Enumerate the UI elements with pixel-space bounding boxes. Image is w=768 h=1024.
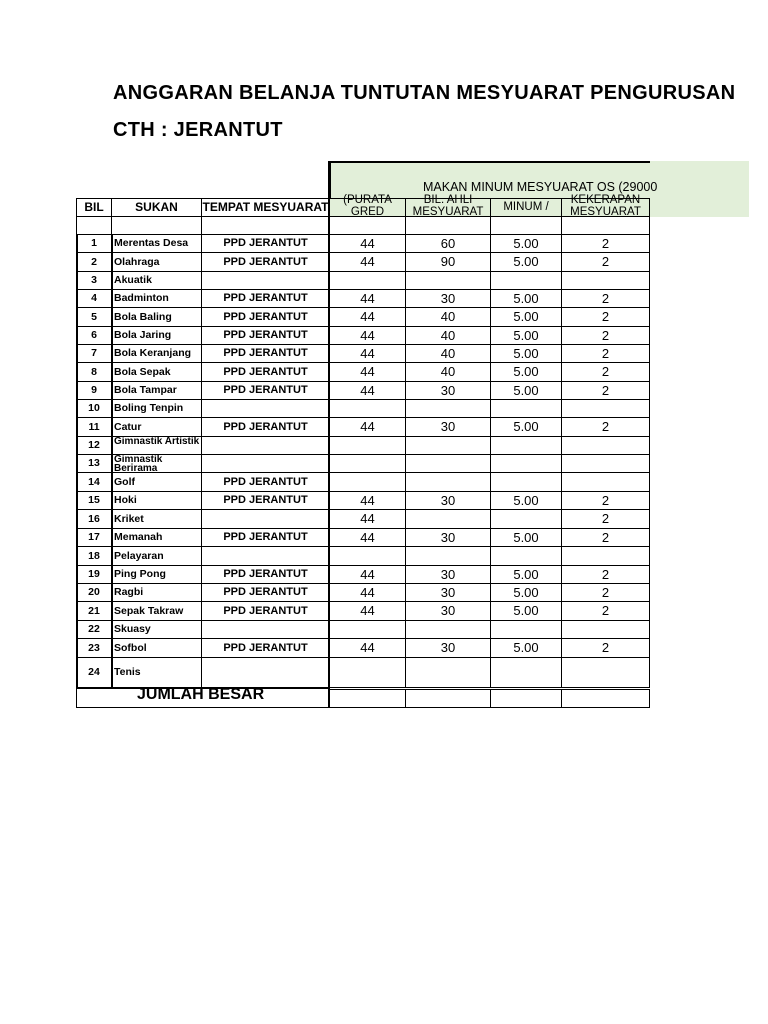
header-tempat: TEMPAT MESYUARAT (201, 198, 330, 217)
cell-kekerapan: 2 (561, 417, 650, 437)
cell-gred: 44 (329, 528, 406, 547)
cell-tempat (201, 657, 330, 688)
cell-tempat (201, 436, 330, 455)
cell-tempat (201, 546, 330, 566)
cell-tempat (201, 271, 330, 290)
cell-tempat (201, 454, 330, 473)
total-cell-ahli (405, 689, 491, 708)
cell-kekerapan: 2 (561, 289, 650, 308)
cell-sukan: Ragbi (111, 583, 202, 602)
cell-bil: 13 (76, 454, 112, 473)
cell-bil: 12 (76, 436, 112, 455)
cell-kadar: 5.00 (490, 583, 562, 602)
cell-gred: 44 (329, 417, 406, 437)
cell-sukan: Sofbol (111, 638, 202, 658)
table-mid-rule (111, 234, 113, 688)
cell-kekerapan: 2 (561, 234, 650, 253)
cell-bil: 6 (76, 326, 112, 345)
cell-tempat: PPD JERANTUT (201, 528, 330, 547)
cell-ahli: 30 (405, 491, 491, 510)
cell-tempat: PPD JERANTUT (201, 252, 330, 272)
cell-ahli: 30 (405, 528, 491, 547)
cell-ahli: 40 (405, 307, 491, 327)
cell-kekerapan (561, 271, 650, 290)
cell-ahli (405, 436, 491, 455)
total-cell-gred (329, 689, 406, 708)
cell-gred (329, 454, 406, 473)
cell-bil: 15 (76, 491, 112, 510)
cell-kadar: 5.00 (490, 528, 562, 547)
cell-sukan: Merentas Desa (111, 234, 202, 253)
cell-kadar (490, 472, 562, 492)
cell-tempat: PPD JERANTUT (201, 344, 330, 363)
cell-kekerapan (561, 399, 650, 418)
spacer-cell (329, 216, 406, 235)
cell-kadar (490, 509, 562, 529)
cell-bil: 16 (76, 509, 112, 529)
cell-bil: 2 (76, 252, 112, 272)
cell-kekerapan: 2 (561, 601, 650, 621)
cell-sukan: Golf (111, 472, 202, 492)
cell-sukan: Bola Baling (111, 307, 202, 327)
cell-tempat (201, 509, 330, 529)
cell-ahli: 90 (405, 252, 491, 272)
cell-sukan: Bola Tampar (111, 381, 202, 400)
cell-gred (329, 546, 406, 566)
cell-tempat: PPD JERANTUT (201, 417, 330, 437)
group-header-label: MAKAN MINUM MESYUARAT OS (29000 (423, 180, 658, 194)
spacer-cell (405, 216, 491, 235)
cell-bil: 10 (76, 399, 112, 418)
total-cell-kadar (490, 689, 562, 708)
cell-sukan: Skuasy (111, 620, 202, 639)
cell-kadar: 5.00 (490, 491, 562, 510)
cell-ahli: 30 (405, 601, 491, 621)
cell-ahli: 40 (405, 326, 491, 345)
cell-kadar: 5.00 (490, 381, 562, 400)
cell-sukan: Pelayaran (111, 546, 202, 566)
spacer-cell (561, 216, 650, 235)
cell-kekerapan: 2 (561, 344, 650, 363)
cell-gred: 44 (329, 381, 406, 400)
total-label: JUMLAH BESAR (137, 686, 265, 703)
header-kekerapan: KEKERAPAN MESYUARAT (570, 194, 641, 218)
cell-bil: 9 (76, 381, 112, 400)
cell-kekerapan: 2 (561, 528, 650, 547)
cell-ahli (405, 657, 491, 688)
cell-kekerapan (561, 657, 650, 688)
cell-kekerapan: 2 (561, 362, 650, 382)
cell-kadar: 5.00 (490, 417, 562, 437)
cell-gred: 44 (329, 583, 406, 602)
cell-gred: 44 (329, 344, 406, 363)
cell-gred: 44 (329, 491, 406, 510)
cell-bil: 1 (76, 234, 112, 253)
cell-ahli: 30 (405, 583, 491, 602)
cell-tempat: PPD JERANTUT (201, 289, 330, 308)
cell-sukan: Bola Keranjang (111, 344, 202, 363)
spacer-cell (201, 216, 330, 235)
cell-sukan: Gimnastik Berirama (111, 454, 202, 473)
cell-ahli: 30 (405, 565, 491, 584)
header-minum: MINUM / (490, 198, 562, 217)
cell-kekerapan: 2 (561, 565, 650, 584)
cell-kadar: 5.00 (490, 234, 562, 253)
cell-tempat: PPD JERANTUT (201, 326, 330, 345)
cell-tempat: PPD JERANTUT (201, 472, 330, 492)
cell-kadar (490, 546, 562, 566)
cell-gred: 44 (329, 362, 406, 382)
cell-kadar: 5.00 (490, 289, 562, 308)
cell-kadar: 5.00 (490, 362, 562, 382)
cell-kadar (490, 620, 562, 639)
cell-ahli: 30 (405, 289, 491, 308)
cell-tempat: PPD JERANTUT (201, 362, 330, 382)
cell-bil: 5 (76, 307, 112, 327)
cell-kadar (490, 454, 562, 473)
cell-sukan: Kriket (111, 509, 202, 529)
cell-tempat: PPD JERANTUT (201, 234, 330, 253)
cell-gred (329, 271, 406, 290)
cell-ahli: 30 (405, 638, 491, 658)
cell-bil: 17 (76, 528, 112, 547)
cell-sukan: Catur (111, 417, 202, 437)
cell-kekerapan: 2 (561, 509, 650, 529)
cell-bil: 21 (76, 601, 112, 621)
cell-gred: 44 (329, 601, 406, 621)
cell-sukan: Gimnastik Artistik (111, 436, 202, 455)
cell-tempat (201, 620, 330, 639)
cell-gred (329, 620, 406, 639)
cell-gred: 44 (329, 252, 406, 272)
table-right-rule (328, 161, 330, 707)
header-kekerapan-cell (561, 194, 650, 218)
cell-bil: 18 (76, 546, 112, 566)
cell-bil: 8 (76, 362, 112, 382)
cell-bil: 20 (76, 583, 112, 602)
cell-kekerapan (561, 546, 650, 566)
cell-sukan: Badminton (111, 289, 202, 308)
cell-kadar: 5.00 (490, 344, 562, 363)
cell-bil: 7 (76, 344, 112, 363)
cell-kadar: 5.00 (490, 601, 562, 621)
header-purata-cell (329, 194, 406, 218)
cell-kadar: 5.00 (490, 307, 562, 327)
cell-gred: 44 (329, 565, 406, 584)
cell-tempat: PPD JERANTUT (201, 307, 330, 327)
cell-tempat: PPD JERANTUT (201, 565, 330, 584)
header-bil: BIL (76, 198, 112, 217)
table-left-rule (76, 234, 78, 688)
cell-kekerapan: 2 (561, 252, 650, 272)
cell-kekerapan (561, 620, 650, 639)
spacer-cell (111, 216, 202, 235)
cell-sukan: Bola Jaring (111, 326, 202, 345)
cell-kekerapan: 2 (561, 326, 650, 345)
header-ahli-cell (405, 194, 491, 218)
cell-sukan: Tenis (111, 657, 202, 688)
cell-bil: 24 (76, 657, 112, 688)
cell-bil: 11 (76, 417, 112, 437)
cell-kadar: 5.00 (490, 638, 562, 658)
cell-bil: 14 (76, 472, 112, 492)
cell-kadar (490, 271, 562, 290)
cell-gred (329, 657, 406, 688)
cell-ahli (405, 546, 491, 566)
spacer-cell (490, 216, 562, 235)
cell-kadar: 5.00 (490, 326, 562, 345)
cell-kadar (490, 399, 562, 418)
cell-tempat (201, 399, 330, 418)
cell-ahli (405, 399, 491, 418)
sheet-title: ANGGARAN BELANJA TUNTUTAN MESYUARAT PENGURUSAN (113, 82, 736, 104)
cell-sukan: Memanah (111, 528, 202, 547)
cell-kekerapan: 2 (561, 583, 650, 602)
cell-kekerapan: 2 (561, 491, 650, 510)
cell-gred: 44 (329, 638, 406, 658)
sheet-subtitle: CTH : JERANTUT (113, 119, 283, 141)
cell-ahli: 30 (405, 381, 491, 400)
cell-kadar (490, 657, 562, 688)
cell-gred (329, 399, 406, 418)
cell-ahli: 40 (405, 362, 491, 382)
cell-ahli (405, 509, 491, 529)
cell-kekerapan: 2 (561, 381, 650, 400)
cell-sukan: Hoki (111, 491, 202, 510)
cell-gred (329, 436, 406, 455)
cell-kadar (490, 436, 562, 455)
cell-kadar: 5.00 (490, 252, 562, 272)
spacer-cell (76, 216, 112, 235)
cell-kekerapan: 2 (561, 638, 650, 658)
cell-sukan: Sepak Takraw (111, 601, 202, 621)
cell-gred: 44 (329, 289, 406, 308)
cell-kekerapan (561, 454, 650, 473)
total-cell-kekerapan (561, 689, 650, 708)
cell-bil: 22 (76, 620, 112, 639)
cell-gred: 44 (329, 307, 406, 327)
cell-tempat: PPD JERANTUT (201, 381, 330, 400)
header-ahli: BIL. AHLI MESYUARAT (412, 194, 484, 218)
cell-sukan: Bola Sepak (111, 362, 202, 382)
cell-ahli (405, 454, 491, 473)
cell-ahli (405, 620, 491, 639)
cell-tempat: PPD JERANTUT (201, 583, 330, 602)
cell-ahli (405, 271, 491, 290)
cell-sukan: Ping Pong (111, 565, 202, 584)
header-purata: (PURATA GRED (343, 194, 392, 218)
cell-bil: 4 (76, 289, 112, 308)
cell-sukan: Boling Tenpin (111, 399, 202, 418)
cell-tempat: PPD JERANTUT (201, 491, 330, 510)
cell-kekerapan: 2 (561, 307, 650, 327)
cell-sukan: Olahraga (111, 252, 202, 272)
cell-gred (329, 472, 406, 492)
header-sukan: SUKAN (111, 198, 202, 217)
cell-bil: 23 (76, 638, 112, 658)
cell-gred: 44 (329, 326, 406, 345)
cell-kadar: 5.00 (490, 565, 562, 584)
cell-ahli (405, 472, 491, 492)
cell-ahli: 60 (405, 234, 491, 253)
cell-gred: 44 (329, 509, 406, 529)
cell-gred: 44 (329, 234, 406, 253)
cell-tempat: PPD JERANTUT (201, 601, 330, 621)
cell-bil: 3 (76, 271, 112, 290)
cell-kekerapan (561, 436, 650, 455)
cell-sukan: Akuatik (111, 271, 202, 290)
cell-kekerapan (561, 472, 650, 492)
cell-ahli: 40 (405, 344, 491, 363)
cell-tempat: PPD JERANTUT (201, 638, 330, 658)
cell-bil: 19 (76, 565, 112, 584)
cell-ahli: 30 (405, 417, 491, 437)
